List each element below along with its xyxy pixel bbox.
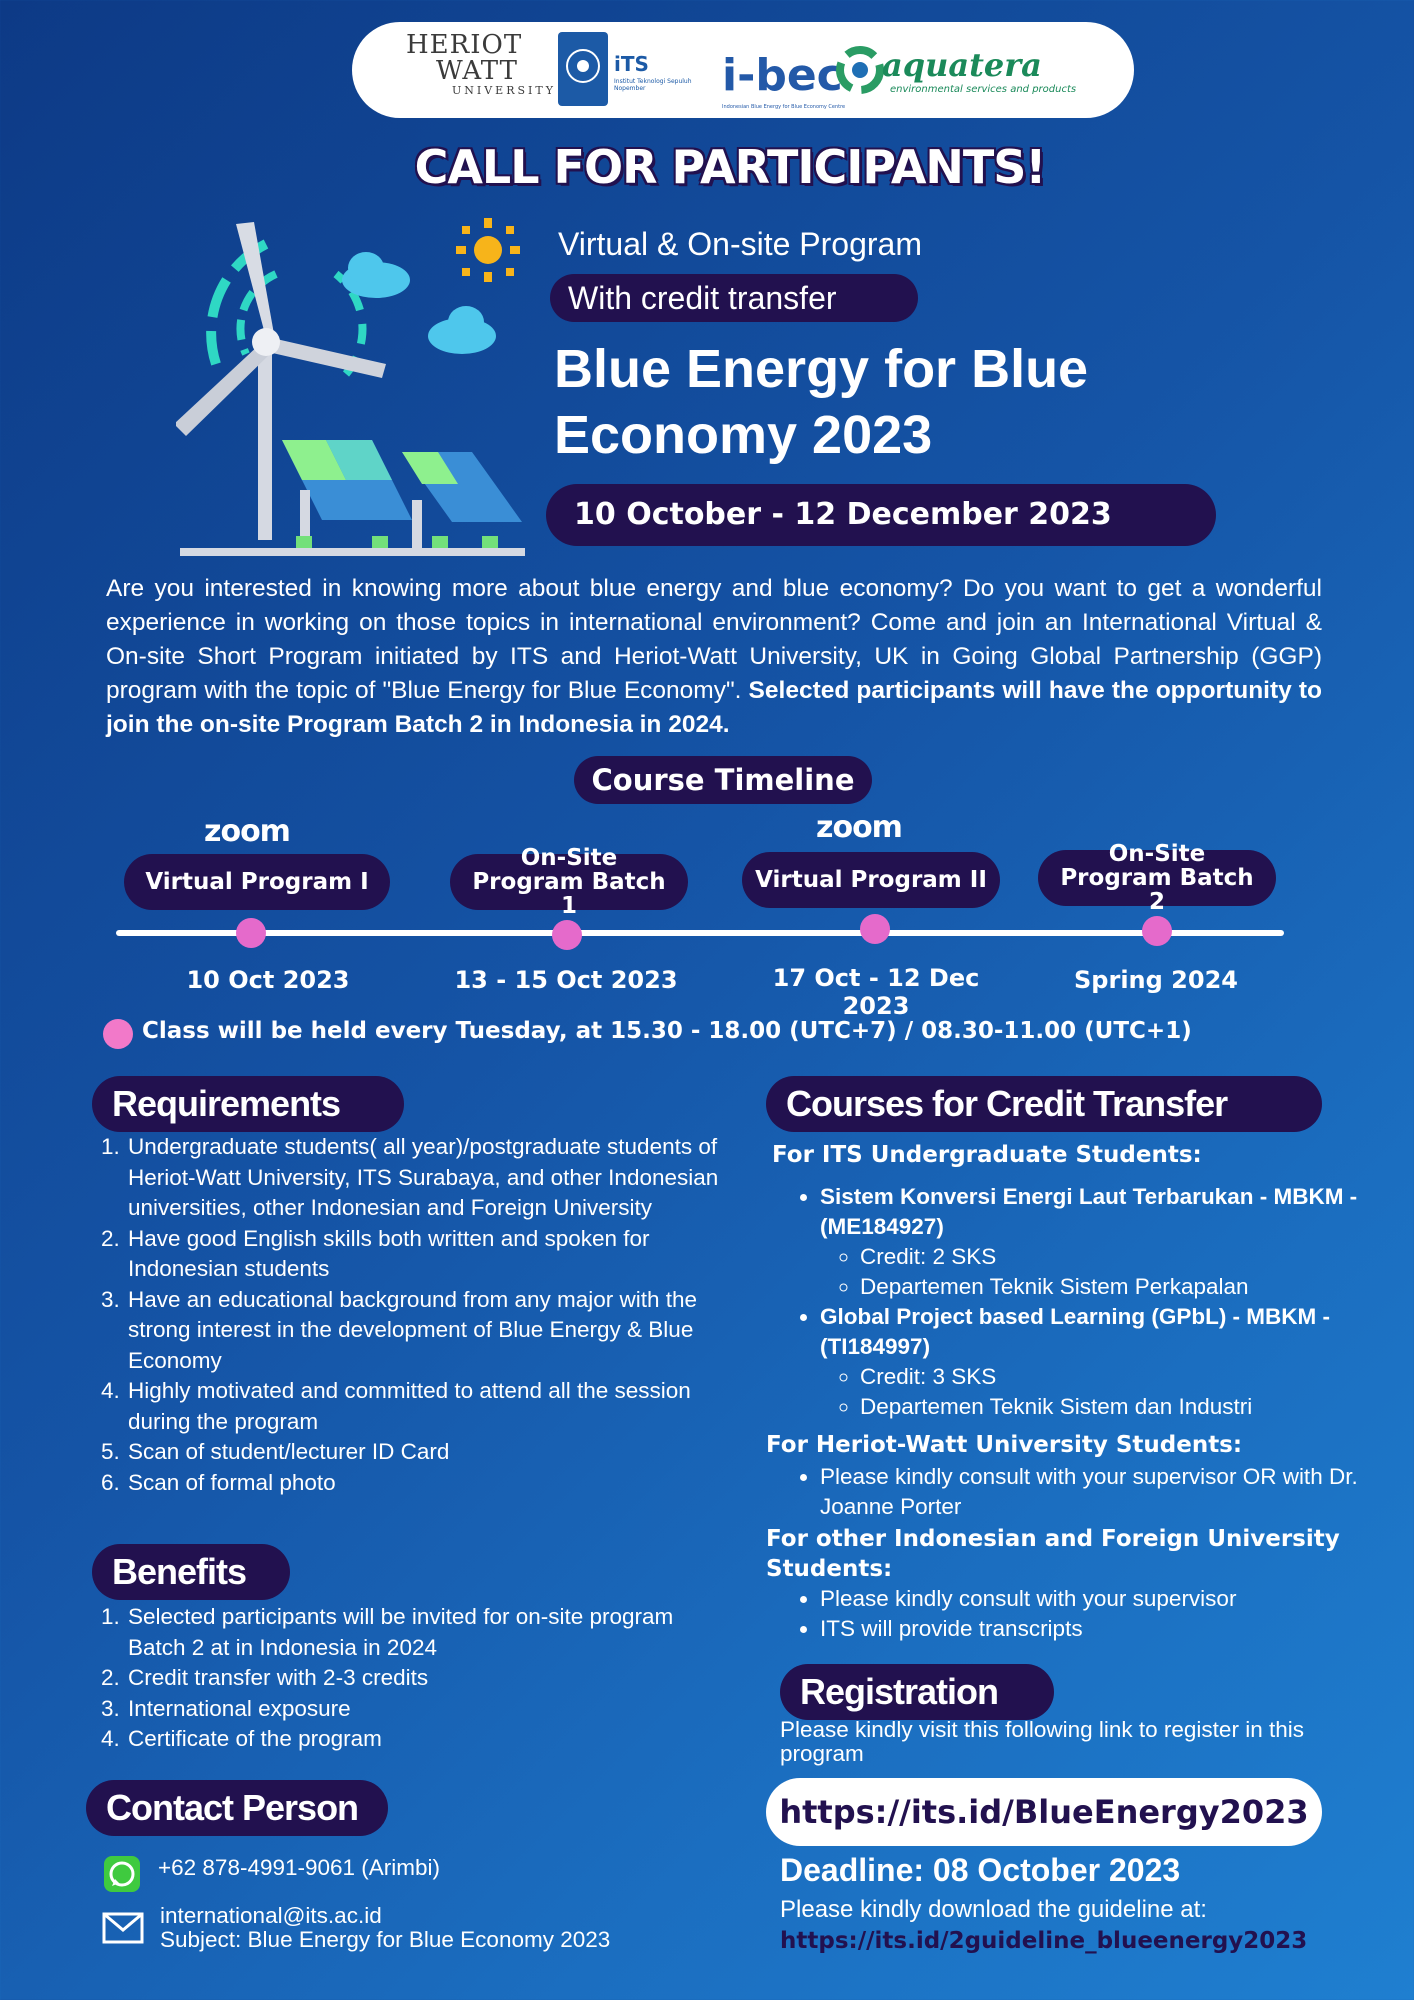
courses-heading: Courses for Credit Transfer bbox=[766, 1076, 1322, 1132]
course-name: Global Project based Learning (GPbL) - MBKM - (TI184997) bbox=[820, 1304, 1331, 1359]
requirement-item: 2. Have good English skills both written and spoken for Indonesian students bbox=[126, 1224, 724, 1285]
intro-bold-text: Selected participants will have the opportunity to join the on-site Program Batch 2 in Indonesia in 2024. bbox=[106, 677, 1322, 738]
zoom-logo-1: zoom bbox=[204, 814, 290, 849]
requirements-list bbox=[94, 1132, 724, 1498]
hw-item: • Please kindly consult with your supervisor OR with Dr. Joanne Porter bbox=[820, 1462, 1374, 1522]
course-item bbox=[820, 1182, 1394, 1302]
class-note-dot bbox=[103, 1019, 133, 1049]
other-item: • Please kindly consult with your supervisor bbox=[820, 1584, 1374, 1614]
other-students-heading: For other Indonesian and Foreign University Students: bbox=[766, 1526, 1340, 1582]
program-dates: 10 October - 12 December 2023 bbox=[546, 484, 1216, 546]
timeline-label-onsite-2: On-Site Program Batch 2 bbox=[1038, 850, 1276, 906]
credit-transfer-badge: With credit transfer bbox=[550, 274, 918, 322]
aquatera-swirl-icon bbox=[836, 46, 884, 94]
its-students-heading: For ITS Undergraduate Students: bbox=[772, 1142, 1202, 1168]
timeline-line bbox=[116, 930, 1284, 936]
hw-students-heading: For Heriot-Watt University Students: bbox=[766, 1432, 1243, 1458]
guideline-link[interactable]: https://its.id/2guideline_blueenergy2023 bbox=[780, 1928, 1308, 1954]
zoom-logo-2: zoom bbox=[816, 810, 902, 845]
benefit-item: 3. International exposure bbox=[126, 1694, 724, 1725]
program-type: Virtual & On-site Program bbox=[558, 226, 922, 262]
program-title: Blue Energy for Blue Economy 2023 bbox=[554, 339, 1089, 465]
requirement-item: 4. Highly motivated and committed to attend all the session during the program bbox=[126, 1376, 724, 1437]
hw-list bbox=[774, 1462, 1374, 1522]
requirement-item: 5. Scan of student/lecturer ID Card bbox=[126, 1437, 724, 1468]
course-department: ◦ Departemen Teknik Sistem Perkapalan bbox=[860, 1272, 1394, 1302]
course-credit: ◦ Credit: 3 SKS bbox=[860, 1362, 1394, 1392]
contact-phone: +62 878-4991-9061 (Arimbi) bbox=[158, 1855, 441, 1880]
timeline-label-virtual-1: Virtual Program I bbox=[124, 854, 390, 910]
requirement-item: 3. Have an educational background from any major with the strong interest in the development of Blue Energy & Blue Economy bbox=[126, 1285, 724, 1377]
guideline-text: Please kindly download the guideline at: bbox=[780, 1896, 1207, 1923]
requirement-item: 6. Scan of formal photo bbox=[126, 1468, 724, 1499]
benefits-list bbox=[94, 1602, 724, 1755]
course-department: ◦ Departemen Teknik Sistem dan Industri bbox=[860, 1392, 1394, 1422]
heriot-watt-line1: HERIOT bbox=[406, 30, 523, 60]
timeline-date-4: Spring 2024 bbox=[1074, 966, 1238, 994]
registration-heading: Registration bbox=[780, 1664, 1054, 1720]
call-for-participants-heading: CALL FOR PARTICIPANTS! bbox=[414, 140, 1046, 194]
logo-bar bbox=[352, 22, 1134, 118]
course-timeline-title: Course Timeline bbox=[574, 756, 872, 804]
heriot-watt-logo bbox=[406, 32, 556, 97]
requirements-heading: Requirements bbox=[92, 1076, 404, 1132]
intro-text: Are you interested in knowing more about blue energy and blue economy? Do you want to get a wonderful experience in working on those topics in international environment? Come and join an International Virtual & On-site Short Program initiated by ITS and Heriot-Watt University, UK in Going Global Partnership (GGP) program with the topic of "Blue Energy for Blue Economy". bbox=[106, 575, 1322, 704]
timeline-date-3: 17 Oct - 12 Dec 2023 bbox=[772, 964, 980, 1020]
contact-email[interactable]: international@its.ac.id bbox=[160, 1903, 382, 1928]
benefit-item: 1. Selected participants will be invited for on-site program Batch 2 at in Indonesia in 2024 bbox=[126, 1602, 724, 1663]
intro-paragraph bbox=[106, 572, 1322, 742]
requirement-item: 1. Undergraduate students( all year)/postgraduate students of Heriot-Watt University, ITS Surabaya, and other Indonesian universities, other Indonesian and Foreign University bbox=[126, 1132, 724, 1224]
its-logo-subtext: Institut Teknologi Sepuluh Nopember bbox=[614, 78, 692, 92]
its-logo-text: iTS bbox=[614, 52, 649, 76]
other-item: • ITS will provide transcripts bbox=[820, 1614, 1374, 1644]
ibec-logo-subtext: Indonesian Blue Energy for Blue Economy Centre bbox=[722, 104, 846, 110]
other-list bbox=[774, 1584, 1374, 1644]
timeline-date-2: 13 - 15 Oct 2023 bbox=[454, 966, 678, 994]
aquatera-logo-subtext: environmental services and products bbox=[890, 84, 1077, 95]
class-schedule-note: Class will be held every Tuesday, at 15.30 - 18.00 (UTC+7) / 08.30-11.00 (UTC+1) bbox=[142, 1018, 1192, 1044]
renewable-energy-illustration bbox=[176, 214, 536, 560]
course-credit: ◦ Credit: 2 SKS bbox=[860, 1242, 1394, 1272]
heriot-watt-line2: WATT bbox=[436, 56, 518, 86]
heriot-watt-line3: UNIVERSITY bbox=[452, 84, 556, 97]
its-courses-list bbox=[774, 1182, 1394, 1422]
benefit-item: 4. Certificate of the program bbox=[126, 1724, 724, 1755]
course-name: Sistem Konversi Energi Laut Terbarukan - MBKM - (ME184927) bbox=[820, 1184, 1358, 1239]
contact-subject: Subject: Blue Energy for Blue Economy 2023 bbox=[160, 1927, 611, 1952]
benefits-heading: Benefits bbox=[92, 1544, 290, 1600]
timeline-dot-1 bbox=[236, 918, 266, 948]
email-icon bbox=[102, 1912, 144, 1944]
ibec-logo-text: i-bec bbox=[722, 50, 843, 101]
benefit-item: 2. Credit transfer with 2-3 credits bbox=[126, 1663, 724, 1694]
registration-link[interactable]: https://its.id/BlueEnergy2023 bbox=[766, 1778, 1322, 1846]
whatsapp-icon bbox=[104, 1856, 140, 1892]
timeline-dot-3 bbox=[860, 914, 890, 944]
timeline-label-virtual-2: Virtual Program II bbox=[742, 852, 1000, 908]
aquatera-logo-text: aquatera bbox=[882, 46, 1042, 84]
course-item bbox=[820, 1302, 1394, 1422]
registration-text: Please kindly visit this following link to register in this program bbox=[780, 1717, 1304, 1766]
timeline-date-1: 10 Oct 2023 bbox=[186, 966, 350, 994]
timeline-dot-2 bbox=[552, 920, 582, 950]
registration-deadline: Deadline: 08 October 2023 bbox=[780, 1852, 1181, 1888]
contact-heading: Contact Person bbox=[86, 1780, 388, 1836]
timeline-dot-4 bbox=[1142, 916, 1172, 946]
its-emblem-icon bbox=[558, 32, 608, 106]
timeline-label-onsite-1: On-Site Program Batch 1 bbox=[450, 854, 688, 910]
